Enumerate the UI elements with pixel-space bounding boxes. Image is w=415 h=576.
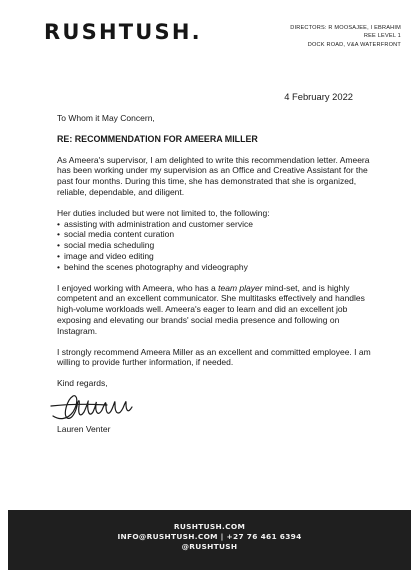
letter-body — [57, 113, 375, 435]
handwritten-signature — [49, 390, 159, 424]
letter-date: 4 February 2022 — [284, 91, 353, 102]
performance-paragraph — [57, 283, 375, 337]
team-player-emphasis: team player — [218, 282, 263, 293]
footer-contact: INFO@RUSHTUSH.COM | +27 76 461 6394 — [117, 532, 302, 542]
duty-item: • assisting with administration and customer service — [57, 219, 375, 230]
performance-text-end: mind-set, and is highly competent and an excellent communicator. She multitasks effectively and handles high-volume workloads well. Ameera's eager to learn and did an excellent job exposing and elevating our brands' social media presence and following on Instagram. — [57, 282, 365, 336]
duty-item: • behind the scenes photography and videography — [57, 262, 375, 273]
duty-item: • social media scheduling — [57, 240, 375, 251]
salutation: To Whom it May Concern, — [57, 113, 155, 123]
performance-text-start: I enjoyed working with Ameera, who has a — [57, 282, 219, 293]
duty-item: • image and video editing — [57, 251, 375, 262]
subject-line: RE: RECOMMENDATION FOR AMEERA MILLER — [57, 133, 258, 144]
footer-website: RUSHTUSH.COM — [173, 522, 246, 531]
intro-paragraph: As Ameera's supervisor, I am delighted to write this recommendation letter. Ameera has been working under my supervision as an Office and Creative Assistant for the past four months. During this time, she has demonstrated that she is organized, reliable, dependable, and diligent. — [57, 154, 370, 197]
closing: Kind regards, — [57, 378, 108, 389]
address-line: REE LEVEL 1 — [363, 33, 401, 40]
duties-intro: Her duties included but were not limited to, the following: — [57, 207, 270, 218]
company-address-block — [211, 24, 401, 49]
recommendation-paragraph: I strongly recommend Ameera Miller as an excellent and committed employee. I am willing to provide further information, if needed. — [57, 346, 371, 368]
address-line: DOCK ROAD, V&A WATERFRONT — [307, 41, 401, 48]
duties-list — [57, 219, 375, 273]
directors-line: DIRECTORS: R MOOSAJEE, I EBRAHIM — [290, 25, 401, 31]
footer-bar — [8, 510, 411, 570]
duty-item: • social media content curation — [57, 229, 375, 240]
footer-handle: @RUSHTUSH — [181, 542, 238, 552]
signer-name: Lauren Venter — [57, 423, 111, 434]
company-logo: RUSHTUSH. — [44, 20, 202, 44]
